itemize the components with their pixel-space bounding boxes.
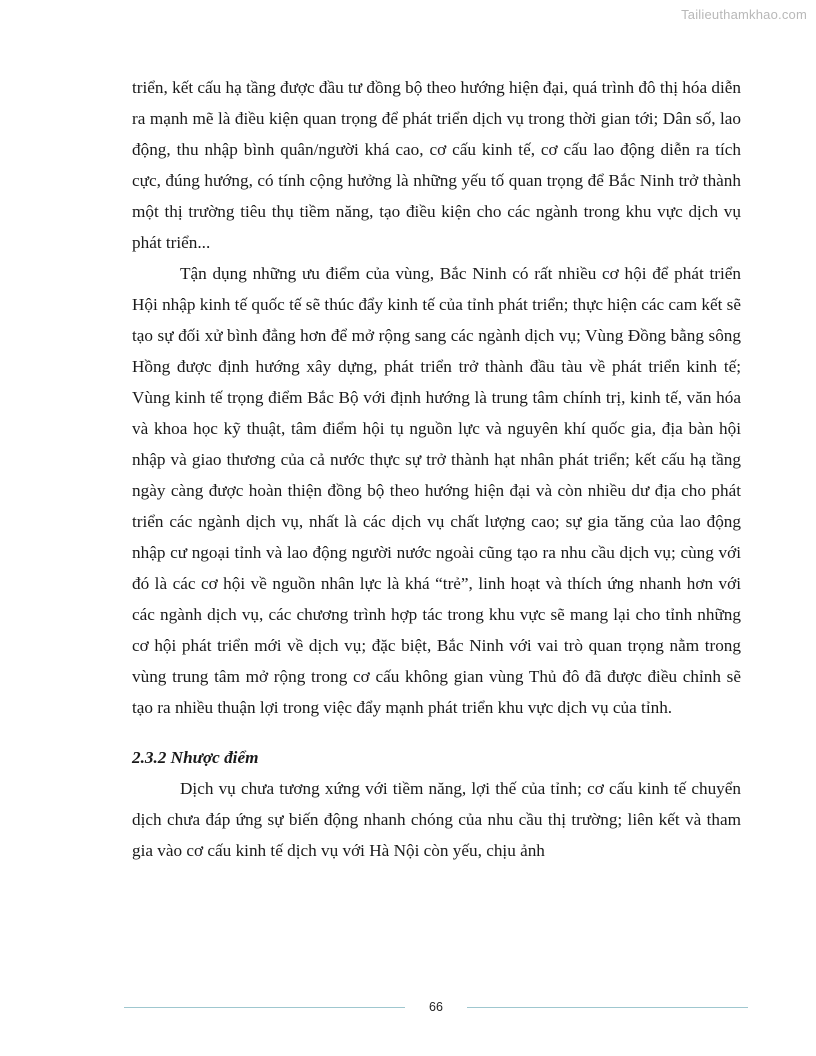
page-number: 66: [429, 1000, 443, 1014]
paragraph-weaknesses: Dịch vụ chưa tương xứng với tiềm năng, lợi thế của tỉnh; cơ cấu kinh tế chuyển dịch chưa đáp ứng sự biến động nhanh chóng của nhu cầu thị trường; liên kết và tham gia vào cơ cấu kinh tế dịch vụ với Hà Nội còn yếu, chịu ảnh: [132, 779, 741, 860]
paragraph-continuation: triển, kết cấu hạ tầng được đầu tư đồng bộ theo hướng hiện đại, quá trình đô thị hóa diễn ra mạnh mẽ là điều kiện quan trọng để phát triển dịch vụ trong thời gian tới; Dân số, lao động, thu nhập bình quân/người khá cao, cơ cấu kinh tế, cơ cấu lao động diễn ra tích cực, đúng hướng, có tính cộng hưởng là những yếu tố quan trọng để Bắc Ninh trở thành một thị trường tiêu thụ tiềm năng, tạo điều kiện cho các ngành trong khu vực dịch vụ phát triển...: [132, 78, 741, 252]
page-footer: [124, 998, 748, 1018]
document-body: [132, 72, 741, 866]
watermark: Tailieuthamkhao.com: [681, 7, 807, 22]
section-heading: 2.3.2 Nhược điểm: [132, 748, 259, 767]
footer-rule-left: [124, 1007, 405, 1008]
footer-rule-right: [467, 1007, 748, 1008]
paragraph-opportunities: Tận dụng những ưu điểm của vùng, Bắc Ninh có rất nhiều cơ hội để phát triển Hội nhập kinh tế quốc tế sẽ thúc đẩy kinh tế của tỉnh phát triển; thực hiện các cam kết sẽ tạo sự đối xử bình đẳng hơn để mở rộng sang các ngành dịch vụ; Vùng Đồng bằng sông Hồng được định hướng xây dựng, phát triển trở thành đầu tàu về phát triển kinh tế; Vùng kinh tế trọng điểm Bắc Bộ với định hướng là trung tâm chính trị, kinh tế, văn hóa và khoa học kỹ thuật, tâm điểm hội tụ nguồn lực và nguyên khí quốc gia, địa bàn hội nhập và giao thương của cả nước thực sự trở thành hạt nhân phát triển; kết cấu hạ tầng ngày càng được hoàn thiện đồng bộ theo hướng hiện đại và còn nhiều dư địa cho phát triển các ngành dịch vụ, nhất là các dịch vụ chất lượng cao; sự gia tăng của lao động nhập cư ngoại tỉnh và lao động người nước ngoài cũng tạo ra nhu cầu dịch vụ; cùng với đó là các cơ hội về nguồn nhân lực là khá “trẻ”, linh hoạt và thích ứng nhanh hơn với các ngành dịch vụ, các chương trình hợp tác trong khu vực sẽ mang lại cho tỉnh những cơ hội phát triển mới về dịch vụ; đặc biệt, Bắc Ninh với vai trò quan trọng nằm trong vùng trung tâm mở rộng trong cơ cấu không gian vùng Thủ đô đã được điều chỉnh sẽ tạo ra nhiều thuận lợi trong việc đẩy mạnh phát triển khu vực dịch vụ của tỉnh.: [132, 264, 741, 717]
